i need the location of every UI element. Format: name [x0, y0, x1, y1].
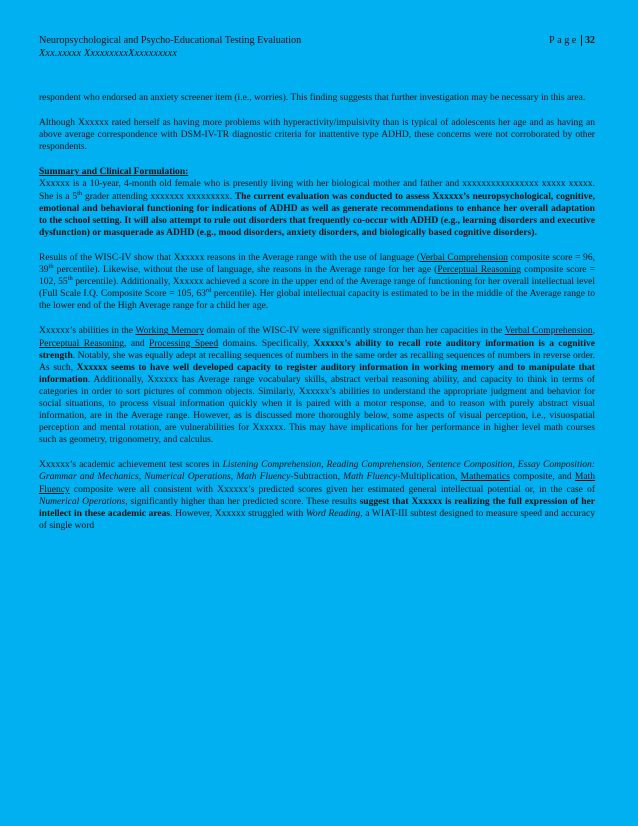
underlined-term: Working Memory — [135, 325, 204, 337]
page-number: 32 — [584, 35, 595, 46]
text-run: percentile). Additionally, Xxxxxx achieved a score in the upper end of the Average range of functioning for her overall intellectual level (Full Scale I.Q. Composite Score = 105, 63 — [39, 276, 596, 300]
summary-text: Xxxxxx is a 10-year, 4-month old female who is presently living with her biological mother and father and xxxxxxxxxxxxxxxx xxxxx xxxxx. She is a 5 — [39, 178, 595, 202]
ordinal-suffix: th — [77, 189, 83, 197]
text-run: percentile). Likewise, without the use of language, she reasons in the Average range for her age ( — [53, 264, 438, 276]
text-run: , — [592, 325, 595, 337]
italic-subtest: Reading Comprehension — [326, 459, 422, 471]
text-run: , — [421, 459, 427, 471]
bold-finding: Xxxxxx seems to have well developed capacity to register auditory information in working memory and to manipulate that information — [39, 361, 595, 385]
underlined-term: Mathematics — [460, 471, 510, 483]
report-body — [39, 92, 595, 532]
text-run: . Notably, she was equally adept at recalling sequences of numbers in the same order as recalling sequences of numbers in reverse order. As such, — [39, 349, 595, 373]
italic-subtest: Numerical Operations — [144, 471, 231, 483]
text-run: Xxxxxx’s abilities in the — [39, 325, 136, 337]
italic-subtest: Numerical Operations — [39, 495, 126, 507]
text-run: Results of the WISC-IV show that Xxxxxx reasons in the Average range with the use of language ( — [39, 251, 420, 263]
italic-subtest: Sentence Composition — [426, 459, 513, 471]
page-label: Page — [549, 35, 579, 46]
underlined-term: Perceptual Reasoning — [39, 337, 125, 349]
italic-subtest: Math Fluency — [236, 471, 291, 483]
paragraph-working-memory — [39, 325, 595, 446]
text-run: composite score = 96, 39 — [39, 251, 595, 276]
underlined-term: Verbal Comprehension — [504, 325, 593, 337]
text-run: -Multiplication, — [397, 471, 461, 483]
paragraph-wisc-results — [39, 252, 595, 312]
text-run: . Additionally, Xxxxxx has Average range vocabulary skills, abstract verbal reasoning ability, and capacity to think in terms of categories in order to sort pictures of common objects. Similarly, Xxxxxx’s abilities to understand the appropriate judgment and behavior for social situations, to process visual information quickly when it is paired with a motor response, and to reason with purely abstract visual information, are in the Average range. However, as is discussed more thoroughly below, some aspects of visual perception, i.e., visuospatial perception and mental rotation, are vulnerabilities for Xxxxxx. This may have implications for her performance in higher level math courses such as geometry, trigonometry, and calculus. — [39, 373, 595, 446]
text-run: percentile). Her global intellectual capacity is estimated to be in the middle of the Average range to the lower end of the High Average range for a child her age. — [39, 288, 595, 312]
text-run: , — [321, 459, 327, 471]
ordinal-suffix: th — [48, 262, 54, 270]
text-run: , — [138, 471, 145, 483]
page-indicator — [549, 34, 595, 47]
document-page — [39, 34, 595, 545]
report-title: Neuropsychological and Psycho-Educational Testing Evaluation — [39, 35, 302, 46]
ordinal-suffix: rd — [205, 287, 212, 295]
text-run: , and — [124, 337, 150, 349]
summary-text: grader attending xxxxxxx xxxxxxxxx. — [82, 190, 235, 202]
text-run: -Subtraction, — [290, 471, 344, 483]
page-header — [39, 34, 595, 47]
text-run: domain of the WISC-IV were significantly stronger than her capacities in the — [204, 325, 505, 337]
text-run: , significantly higher than her predicted score. These results — [125, 495, 360, 507]
text-run: , a WIAT-III subtest designed to measure speed and accuracy of single word — [39, 507, 595, 531]
bold-finding: suggest that Xxxxxx is realizing the full expression of her intellect in these academic areas — [39, 495, 596, 519]
paragraph-self-report: Although Xxxxxx rated herself as having more problems with hyperactivity/impulsivity than is typical of adolescents her age and as having an above average correspondence with DSM-IV-TR diagnostic criteria for inattentive type ADHD, these concerns were not corroborated by other respondents. — [39, 117, 595, 153]
italic-subtest: Essay Composition: Grammar and Mechanics — [39, 459, 595, 483]
ordinal-suffix: th — [67, 274, 73, 282]
underlined-term: Math Fluency — [39, 471, 596, 495]
underlined-term: Verbal Comprehension — [419, 251, 508, 263]
italic-subtest: Word Reading — [305, 507, 361, 519]
page-number-divider — [581, 35, 595, 46]
text-run: , — [512, 459, 518, 471]
italic-subtest: Listening Comprehension — [222, 459, 322, 471]
patient-name-line: Xxx.xxxxx XxxxxxxxxXxxxxxxxxx — [39, 48, 178, 59]
summary-bold-text: The current evaluation was conducted to assess Xxxxxx’s neuropsychological, cognitive, emotional and behavioral functioning for indications of ADHD as well as generate recommendations to enhance her overall adaptation to the school setting. It will also attempt to rule out disorders that frequently co-occur with ADHD (e.g., learning disorders and executive dysfunction) or masquerade as ADHD (e.g., mood disorders, anxiety disorders, and biologically based cognitive disorders). — [39, 190, 596, 238]
text-run: composite were all consistent with Xxxxxx’s predicted scores given her estimated general intellectual potential or, in the case of — [69, 483, 595, 495]
underlined-term: Processing Speed — [149, 337, 219, 349]
underlined-term: Perceptual Reasoning — [437, 264, 521, 276]
paragraph-academic-achievement — [39, 459, 595, 532]
paragraph-anxiety-finding: respondent who endorsed an anxiety screener item (i.e., worries). This finding suggests that further investigation may be necessary in this area. — [39, 92, 586, 103]
bold-finding: Xxxxxx’s ability to recall rote auditory information is a cognitive strength — [39, 337, 595, 361]
text-run: , — [230, 471, 237, 483]
paragraph-summary — [39, 178, 595, 238]
text-run: . However, Xxxxxx struggled with — [170, 507, 306, 519]
summary-heading: Summary and Clinical Formulation: — [39, 166, 189, 178]
text-run: Xxxxxx’s academic achievement test scores in — [39, 459, 223, 471]
text-run: composite, and — [509, 471, 575, 483]
italic-subtest: Math Fluency — [343, 471, 398, 483]
text-run: composite score = 102, 55 — [39, 264, 595, 288]
text-run: domains. Specifically, — [218, 337, 314, 349]
